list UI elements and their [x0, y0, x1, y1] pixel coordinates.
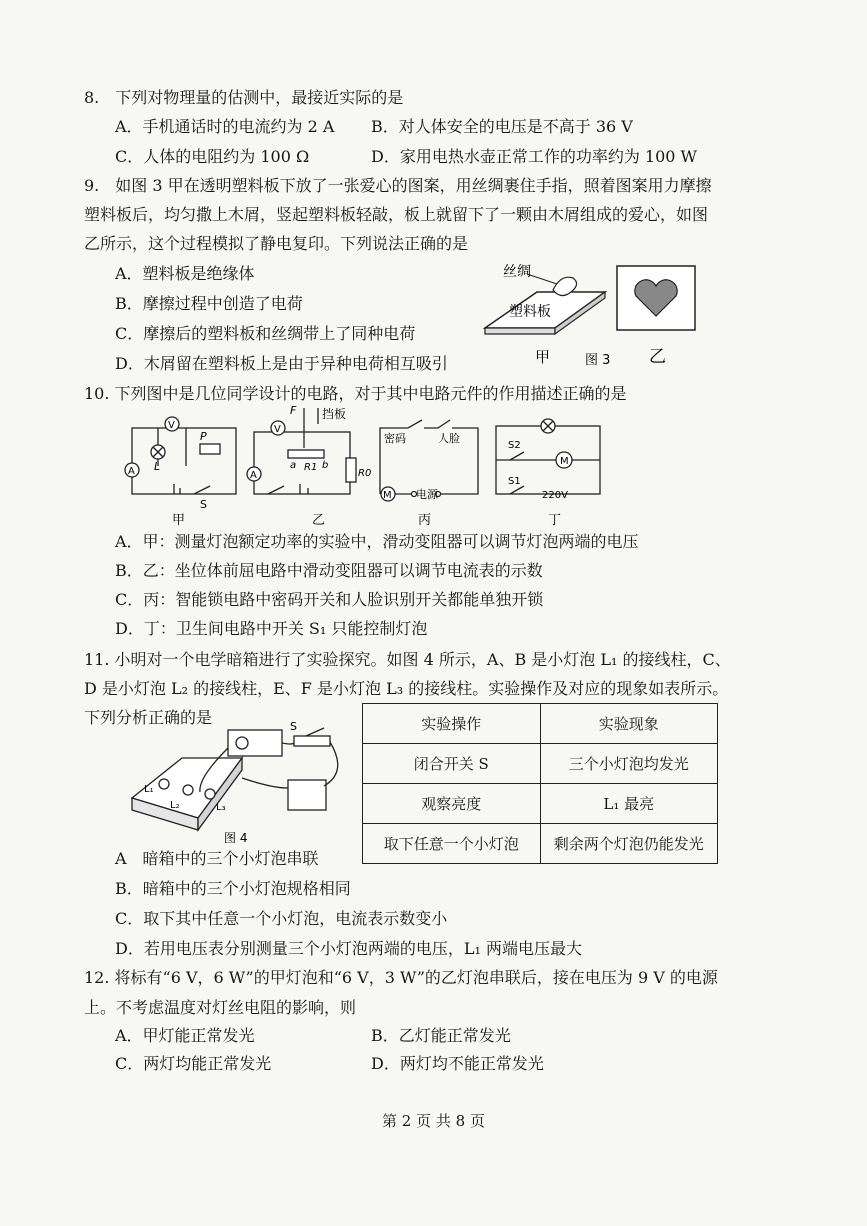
- q11-table: [362, 703, 718, 864]
- svg-text:M: M: [560, 456, 569, 467]
- label-board: 塑料板: [509, 304, 551, 320]
- q9-stem-line2: 塑料板后，均匀撒上木屑，竖起塑料板轻敲，板上就留下了一颗由木屑组成的爱心，如图: [84, 205, 709, 224]
- q11-stem-line1: 11. 小明对一个电学暗箱进行了实验探究。如图 4 所示，A、B 是小灯泡 L₁ 的接线柱，C、: [84, 650, 731, 669]
- figure-3-jia: [485, 264, 605, 366]
- table-row: 取下任意一个小灯泡 剩余两个灯泡仍能发光: [363, 824, 718, 864]
- svg-text:L₁: L₁: [144, 784, 154, 795]
- figure-3-caption: 图 3: [585, 353, 611, 368]
- q11-option-c: C．取下其中任意一个小灯泡，电流表示数变小: [115, 909, 448, 928]
- q12-option-a: A．甲灯能正常发光: [115, 1026, 255, 1045]
- figure-q10-circuits: [118, 404, 618, 530]
- q8-option-d: D．家用电热水壶正常工作的功率约为 100 W: [371, 147, 697, 166]
- svg-text:R1: R1: [304, 462, 318, 473]
- q8-option-b: B．对人体安全的电压是不高于 36 V: [371, 117, 633, 136]
- svg-text:S2: S2: [508, 440, 521, 451]
- q8-option-c: C．人体的电阻约为 100 Ω: [115, 147, 310, 166]
- svg-text:b: b: [322, 460, 329, 471]
- svg-text:M: M: [383, 490, 392, 501]
- svg-text:L₃: L₃: [216, 802, 226, 813]
- label-yi: 乙: [312, 513, 326, 528]
- svg-text:a: a: [290, 460, 297, 471]
- figure-3-yi: [617, 266, 695, 367]
- q12-stem-line1: 12. 将标有“6 V，6 W”的甲灯泡和“6 V，3 W”的乙灯泡串联后，接在电压为 9 V 的电源: [84, 968, 718, 987]
- figure-3: [475, 258, 725, 370]
- svg-text:挡板: 挡板: [322, 407, 347, 421]
- switch-icon: [294, 736, 330, 746]
- q11-option-a: A 暗箱中的三个小灯泡串联: [115, 849, 319, 868]
- table-row: 闭合开关 S 三个小灯泡均发光: [363, 744, 718, 784]
- svg-text:S: S: [290, 720, 297, 733]
- svg-text:S: S: [200, 498, 207, 511]
- svg-text:电源: 电源: [416, 488, 438, 501]
- svg-text:A: A: [250, 470, 257, 481]
- q11-stem-line3: 下列分析正确的是: [84, 708, 213, 727]
- q11-option-d: D．若用电压表分别测量三个小灯泡两端的电压，L₁ 两端电压最大: [115, 939, 582, 958]
- q10-option-a: A．甲：测量灯泡额定功率的实验中，滑动变阻器可以调节灯泡两端的电压: [115, 532, 639, 551]
- q9-stem-line3: 乙所示，这个过程模拟了静电复印。下列说法正确的是: [84, 234, 469, 253]
- label-bing: 丙: [418, 513, 432, 528]
- q11-option-b: B．暗箱中的三个小灯泡规格相同: [115, 879, 351, 898]
- label-ding: 丁: [548, 513, 562, 528]
- label-jia: 甲: [535, 348, 551, 366]
- q8-option-a: A．手机通话时的电流约为 2 A: [115, 117, 335, 136]
- svg-text:P: P: [200, 430, 207, 443]
- label-yi: 乙: [649, 347, 666, 367]
- figure-4-caption: 图 4: [224, 831, 248, 845]
- svg-text:R0: R0: [358, 468, 372, 479]
- q10-option-d: D．丁：卫生间电路中开关 S₁ 只能控制灯泡: [115, 619, 428, 638]
- label-jia: 甲: [172, 513, 186, 528]
- label-silk: 丝绸: [503, 264, 531, 280]
- svg-text:V: V: [168, 420, 175, 431]
- svg-text:人脸: 人脸: [438, 432, 460, 445]
- q12-option-c: C．两灯均能正常发光: [115, 1054, 272, 1073]
- q12-option-b: B．乙灯能正常发光: [371, 1026, 511, 1045]
- q9-stem-line1: 9. 如图 3 甲在透明塑料板下放了一张爱心的图案，用丝绸裹住手指，照着图案用力摩擦: [84, 176, 712, 195]
- svg-text:L₂: L₂: [170, 800, 180, 811]
- svg-text:L: L: [154, 460, 161, 473]
- q10-option-b: B．乙：坐位体前屈电路中滑动变阻器可以调节电流表的示数: [115, 561, 543, 580]
- table-header-operation: 实验操作: [363, 704, 541, 744]
- table-row: 观察亮度 L₁ 最亮: [363, 784, 718, 824]
- page-footer: 第 2 页 共 8 页: [382, 1112, 485, 1130]
- svg-text:密码: 密码: [384, 432, 406, 445]
- svg-text:S1: S1: [508, 476, 521, 487]
- q8-stem: 8. 下列对物理量的估测中，最接近实际的是: [84, 88, 404, 107]
- q9-option-a: A．塑料板是绝缘体: [115, 264, 255, 283]
- table-header-phenomenon: 实验现象: [540, 704, 718, 744]
- q9-option-c: C．摩擦后的塑料板和丝绸带上了同种电荷: [115, 324, 416, 343]
- q10-option-c: C．丙：智能锁电路中密码开关和人脸识别开关都能单独开锁: [115, 590, 544, 609]
- figure-4: [118, 714, 350, 846]
- q12-option-d: D．两灯均不能正常发光: [371, 1054, 544, 1073]
- svg-text:A: A: [128, 466, 135, 477]
- q10-stem: 10. 下列图中是几位同学设计的电路，对于其中电路元件的作用描述正确的是: [84, 384, 627, 403]
- rheostat-icon: [200, 444, 220, 454]
- q11-stem-line2: D 是小灯泡 L₂ 的接线柱，E、F 是小灯泡 L₃ 的接线柱。实验操作及对应的现象如表所示。: [84, 679, 729, 698]
- circuit-jia: [125, 417, 236, 494]
- svg-text:F: F: [290, 404, 297, 417]
- q12-stem-line2: 上。不考虑温度对灯丝电阻的影响，则: [84, 998, 357, 1017]
- q9-option-b: B．摩擦过程中创造了电荷: [115, 294, 303, 313]
- q9-option-d: D．木屑留在塑料板上是由于异种电荷相互吸引: [115, 354, 448, 373]
- battery-icon: [288, 780, 326, 810]
- svg-text:220V: 220V: [542, 490, 568, 501]
- svg-text:V: V: [274, 424, 281, 435]
